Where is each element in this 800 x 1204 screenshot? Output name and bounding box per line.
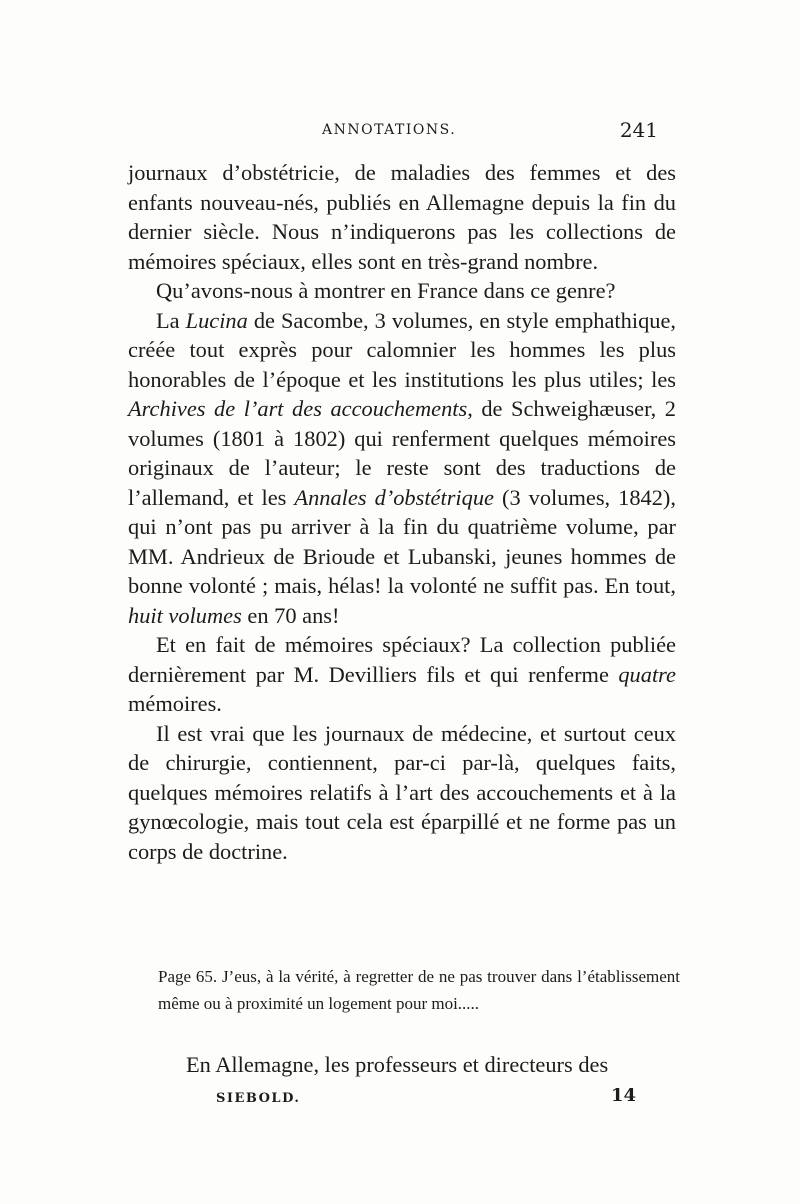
italic-title-lucina: Lucina bbox=[185, 307, 248, 333]
text-run: La bbox=[156, 307, 186, 333]
annotation-note: Page 65. J’eus, à la vérité, à regretter de ne pas trouver dans l’établissement même ou à proximité un logement pour moi..... bbox=[158, 967, 680, 1013]
text-run: de Sacombe, 3 volumes, en style emphathique, créée tout exprès pour calomnier les hommes les plus honorables de l’époque et les institutions les plus utiles; les bbox=[128, 307, 676, 392]
gathering-number: 14 bbox=[610, 1085, 636, 1106]
page-header bbox=[130, 118, 658, 148]
italic-emphasis: quatre bbox=[618, 661, 676, 687]
paragraph-4 bbox=[128, 630, 676, 719]
italic-emphasis: huit volumes bbox=[128, 602, 242, 628]
continuation-line: En Allemagne, les professeurs et directeurs des bbox=[186, 1052, 609, 1077]
text-run: Et en fait de mémoires spéciaux? La collection publiée dernièrement par M. Devilliers fils et qui renferme bbox=[128, 632, 676, 687]
text-run: en 70 ans! bbox=[241, 602, 340, 628]
paragraph-1: journaux d’obstétricie, de maladies des femmes et des enfants nouveau-nés, publiés en Allemagne depuis la fin du dernier siècle. Nous n’indiquerons pas les collections de mémoires spéciaux, elles sont en très-grand nombre. bbox=[128, 160, 676, 274]
page-footer bbox=[216, 1085, 636, 1115]
paragraph-5: Il est vrai que les journaux de médecine, et surtout ceux de chirurgie, contiennent, par-ci par-là, quelques faits, quelques mémoires relatifs à l’art des accouchements et à la gynœcologie, mais tout cela est éparpillé et ne forme pas un corps de doctrine. bbox=[128, 720, 676, 864]
paragraph-3 bbox=[128, 306, 676, 631]
text-run: (3 volumes, 1842), qui n’ont pas pu arriver à la fin du quatrième volume, par MM. Andrieux de Brioude et Lubanski, jeunes hommes de bonne volonté ; mais, hélas! la volonté ne suffit pas. En tout, bbox=[128, 484, 676, 598]
body-text bbox=[128, 158, 676, 866]
text-run: , de Schweighæuser, 2 volumes (1801 à 1802) qui renferment quelques mémoires originaux de l’auteur; le reste sont des traductions de l’allemand, et les bbox=[128, 396, 677, 510]
italic-title-annales: Annales d’obstétrique bbox=[294, 484, 494, 510]
paragraph-2: Qu’avons-nous à montrer en France dans ce genre? bbox=[156, 278, 616, 303]
text-run: mémoires. bbox=[128, 691, 222, 716]
italic-title-archives: Archives de l’art des accouchements bbox=[128, 396, 468, 421]
page-number: 241 bbox=[619, 118, 658, 142]
running-title: ANNOTATIONS. bbox=[322, 122, 457, 138]
signature-mark: SIEBOLD. bbox=[216, 1091, 301, 1106]
